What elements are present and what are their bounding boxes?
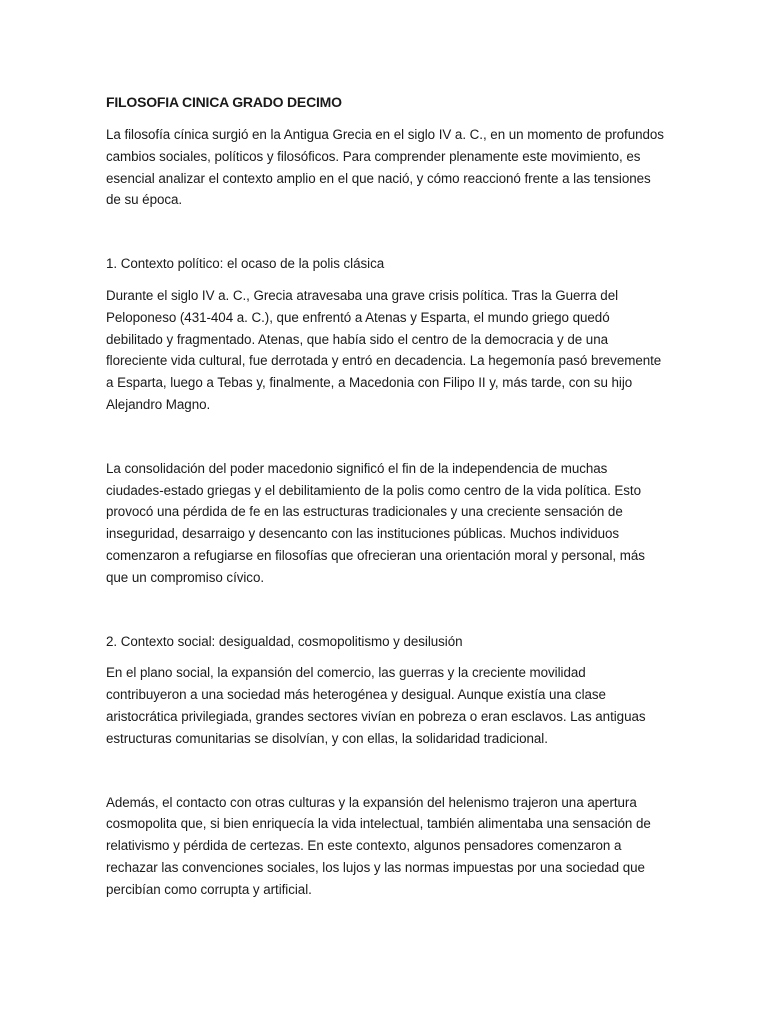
section-heading-social: 2. Contexto social: desigualdad, cosmopolitismo y desilusión — [106, 633, 463, 649]
political-paragraph-1: Durante el siglo IV a. C., Grecia atravesaba una grave crisis política. Tras la Guerra del Peloponeso (431-404 a. C.), que enfrentó a Atenas y Esparta, el mundo griego quedó debilitado y fragmentado. Atenas, que había sido el centro de la democracia y de una floreciente vida cultural, fue derrotada y entró en decadencia. La hegemonía pasó brevemente a Esparta, luego a Tebas y, finalmente, a Macedonia con Filipo II y, más tarde, con su hijo Alejandro Magno. — [106, 287, 662, 412]
political-paragraph-2: La consolidación del poder macedonio significó el fin de la independencia de muchas ciudades-estado griegas y el debilitamiento de la polis como centro de la vida política. Esto provocó una pérdida de fe en las estructuras tradicionales y una creciente sensación de inseguridad, desarraigo y desencanto con las instituciones públicas. Muchos individuos comenzaron a refugiarse en filosofías que ofrecieran una orientación moral y personal, más que un compromiso cívico. — [106, 460, 645, 585]
social-paragraph-1: En el plano social, la expansión del comercio, las guerras y la creciente movilidad contribuyeron a una sociedad más heterogénea y desigual. Aunque existía una clase aristocrática privilegiada, grandes sectores vivían en pobreza o eran esclavos. Las antiguas estructuras comunitarias se disolvían, y con ellas, la solidaridad tradicional. — [106, 665, 646, 746]
social-paragraph-2: Además, el contacto con otras culturas y la expansión del helenismo trajeron una apertura cosmopolita que, si bien enriquecía la vida intelectual, también alimentaba una sensación de relativismo y pérdida de certezas. En este contexto, algunos pensadores comenzaron a rechazar las convenciones sociales, los lujos y las normas impuestas por una sociedad que percibían como corrupta y artificial. — [106, 794, 651, 897]
section-heading-political: 1. Contexto político: el ocaso de la polis clásica — [106, 256, 385, 272]
document-title: FILOSOFIA CINICA GRADO DECIMO — [106, 94, 342, 110]
document-page — [106, 92, 666, 901]
intro-paragraph: La filosofía cínica surgió en la Antigua Grecia en el siglo IV a. C., en un momento de profundos cambios sociales, políticos y filosóficos. Para comprender plenamente este movimiento, es esencial analizar el contexto amplio en el que nació, y cómo reaccionó frente a las tensiones de su época. — [106, 127, 664, 208]
